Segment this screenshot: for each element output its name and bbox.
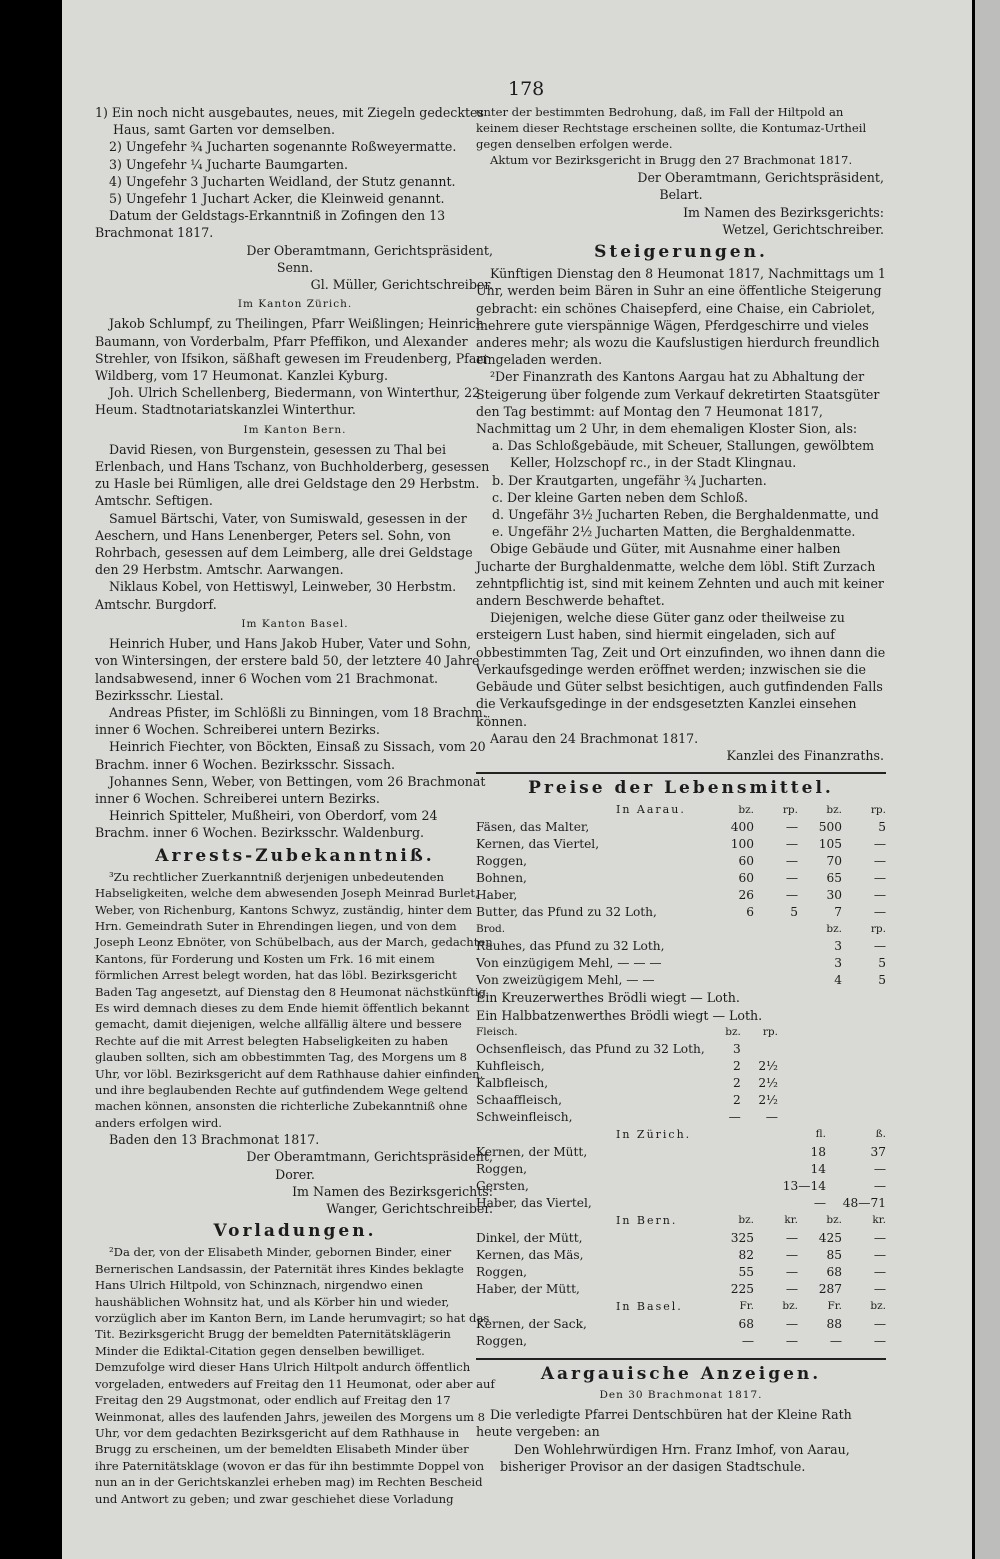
lettered-item: c. Der kleine Garten neben dem Schloß. — [492, 489, 749, 505]
price-table-brod — [476, 921, 886, 989]
column-header: bz. — [826, 1214, 842, 1227]
right-column — [476, 104, 886, 1475]
table-row: Bohnen, 60 — 65 — — [476, 871, 886, 886]
column-header: bz. — [738, 1214, 754, 1227]
signature-line: Der Oberamtmann, Gerichtspräsident, — [246, 242, 493, 258]
table-row: Ochsenfleisch, das Pfund zu 32 Loth, 3 — [476, 1041, 741, 1056]
column-header: rp. — [782, 803, 798, 816]
table-row: Kernen, der Sack, 68 — 88 — — [476, 1316, 886, 1331]
table-row: Rauhes, das Pfund zu 32 Loth, 3 — — [476, 939, 886, 954]
section-rule — [476, 772, 886, 774]
column-header: rp. — [870, 923, 886, 936]
lettered-item: b. Der Krautgarten, ungefähr ¾ Jucharten. — [492, 472, 767, 488]
table-row: Kernen, das Mäs, 82 — 85 — — [476, 1247, 886, 1262]
column-header: bz. — [782, 1300, 798, 1313]
section-heading-vorladungen: Vorladungen. — [213, 1221, 377, 1242]
notice-entry: Samuel Bärtschi, Vater, von Sumiswald, gesessen in der Aeschern, und Hans Lenenberger, Peters sel. Sohn, von Rohrbach, gesessen auf dem Leimberg, alle drei Geldstage den 29 Herbstm. Amtschr. Aarwangen. — [95, 510, 473, 578]
steigerung-text: ²Der Finanzrath des Kantons Aargau hat zu Abhaltung der Steigerung über folgende zum Verkauf dekretirten Staatsgüter den Tag bestimmt: auf Montag den 7 Heumonat 1817, Nachmittag um 2 Uhr, in dem ehemaligen Kloster Sion, als: — [476, 369, 880, 437]
signature-line: Belart. — [659, 187, 703, 203]
left-column — [95, 104, 495, 1507]
steigerung-text: Diejenigen, welche diese Güter ganz oder theilweise zu ersteigern Lust haben, sind hiermit eingeladen, sich auf obbestimmten Tag, Zeit und Ort einzufinden, wo ihnen dann die Verkaufsgedinge werden eröffnet werden; inzwischen sie die Gebäude und Güter selbst besichtigen, auch gutfindenden Falls die Verkaufsgedinge in der endsgesetzten Kanzlei einsehen können. — [476, 610, 886, 729]
column-header: bz. — [725, 1025, 741, 1038]
notice-entry: Jakob Schlumpf, zu Theilingen, Pfarr Weißlingen; Heinrich Baumann, von Vorderbalm, Pfarr Pfeffikon, und Alexander Strehler, von Ifsikon, säßhaft gewesen im Freudenberg, Pfarr Wildberg, vom 17 Heumonat. Kanzlei Kyburg. — [95, 316, 489, 384]
signature-line: Der Oberamtmann, Gerichtspräsident, — [246, 1149, 493, 1165]
price-table-fleisch — [476, 1024, 886, 1126]
brod-weight-line: Ein Halbbatzenwerthes Brödli wiegt — Loth. — [476, 1007, 763, 1023]
signature-line: Wanger, Gerichtschreiber. — [326, 1201, 493, 1217]
notice-entry: Heinrich Huber, und Hans Jakob Huber, Vater und Sohn, von Wintersingen, der erstere bald 50, der letztere 40 Jahre landsabwesend, inner 6 Wochen vom 21 Brachmonat. Bezirksschr. Liestal. — [95, 636, 480, 703]
vorladung-date: Aktum vor Bezirksgericht in Brugg den 27 Brachmonat 1817. — [490, 153, 853, 167]
table-row: Roggen, 14 — — [476, 1161, 886, 1176]
table-row: Roggen, 60 — 70 — — [476, 854, 886, 869]
table-row: Butter, das Pfund zu 32 Loth, 6 5 7 — — [476, 905, 886, 920]
table-row: Gersten, 13—14 — — [476, 1178, 886, 1193]
column-header: kr. — [784, 1214, 798, 1227]
lettered-item: d. Ungefähr 3½ Jucharten Reben, die Berghaldenmatte, und — [492, 507, 879, 523]
column-header: Fr. — [827, 1300, 842, 1313]
table-row: Dinkel, der Mütt, 325 — 425 — — [476, 1230, 886, 1245]
section-heading-preise: Preise der Lebensmittel. — [528, 778, 834, 799]
notice-entry: Heinrich Fiechter, von Böckten, Einsaß zu Sissach, vom 20 Brachm. inner 6 Wochen. Bezirksschr. Sissach. — [95, 739, 486, 772]
column-header: rp. — [762, 1025, 778, 1038]
canton-heading: Im Kanton Basel. — [241, 617, 349, 630]
column-header: bz. — [826, 803, 842, 816]
list-item: 4) Ungefehr 3 Jucharten Weidland, der Stutz genannt. — [109, 173, 456, 189]
table-row: Roggen, — — — — — [476, 1333, 886, 1348]
table-heading: Brod. — [476, 923, 506, 936]
price-table-aarau — [476, 801, 886, 921]
table-row: Haber, der Mütt, 225 — 287 — — [476, 1281, 886, 1296]
list-item: 3) Ungefehr ¼ Jucharte Baumgarten. — [109, 156, 349, 172]
signature-line: Gl. Müller, Gerichtschreiber. — [310, 277, 493, 293]
table-row: Haber, 26 — 30 — — [476, 888, 886, 903]
anzeigen-date: Den 30 Brachmonat 1817. — [599, 1388, 763, 1401]
table-row: Schaaffleisch, 2 2½ — [476, 1092, 778, 1107]
section-heading-arrest: Arrests-Zubekanntniß. — [155, 845, 435, 866]
table-row: Roggen, 55 — 68 — — [476, 1264, 886, 1279]
section-heading-anzeigen: Aargauische Anzeigen. — [540, 1363, 822, 1384]
signature-line: Senn. — [276, 259, 314, 275]
table-row: Von einzügigem Mehl, — — — 3 5 — [476, 956, 886, 971]
arrest-text: ³Zu rechtlicher Zuerkanntniß derjenigen unbedeutenden Habseligkeiten, welche dem abwesenden Joseph Meinrad Burlet, Weber, von Richenburg, Kantons Schwyz, zuständig, hinter dem Hrn. Gemeindrath Suter in Ehrendingen liegen, und von dem Joseph Leonz Ebnöter, von Schübelbach, aus der March, gedachten Kantons, für Forderung und Kosten um Frk. 16 mit einem förmlichen Arrest belegt worden, hat das löbl. Bezirksgericht Baden Tag angesetzt, auf Dienstag den 8 Heumonat nächstkünftig. Es wird demnach dieses zu dem Ende hiemit öffentlich bekannt gemacht, damit diejenigen, welche allfällig ältere und bessere Rechte auf die mit Arrest belegten Habseligkeiten zu haben glauben sollten, sich am obbestimmten Tag, des Morgens um 8 Uhr, vor löbl. Bezirksgericht auf dem Rathhause dahier einfinden, und ihre beglaubenden Rechte auf gutfindendem Wege geltend machen können, ansonsten die richterliche Zubekanntniß ohne anders erfolgen wird. — [95, 869, 493, 1130]
table-row: Kuhfleisch, 2 2½ — [476, 1058, 778, 1073]
vorladung-continuation: unter der bestimmten Bedrohung, daß, im Fall der Hiltpold an keinem dieser Rechtstage erscheinen sollte, die Kontumaz-Urtheil gegen denselben erfolgen werde. — [476, 105, 867, 151]
column-header: fl. — [815, 1128, 826, 1141]
notice-entry: Johannes Senn, Weber, von Bettingen, vom 26 Brachmonat inner 6 Wochen. Schreiberei untern Bezirks. — [95, 773, 486, 806]
column-header: bz. — [870, 1300, 886, 1313]
lettered-item: a. Das Schloßgebäude, mit Scheuer, Stallungen, gewölbtem Keller, Holzschopf rc., in der Stadt Klingnau. — [492, 438, 875, 471]
table-row: Von zweizügigem Mehl, — — 4 5 — [476, 973, 886, 988]
table-row: Haber, das Viertel, — 48—71 — [476, 1195, 886, 1210]
notice-entry: Joh. Ulrich Schellenberg, Biedermann, von Winterthur, 22 Heum. Stadtnotariatskanzlei Winterthur. — [95, 385, 481, 418]
signature-line: Wetzel, Gerichtschreiber. — [722, 221, 884, 237]
column-header: kr. — [872, 1214, 886, 1227]
notice-entry: Niklaus Kobel, von Hettiswyl, Leinweber, 30 Herbstm. Amtschr. Burgdorf. — [95, 579, 457, 612]
column-header: ß. — [875, 1128, 886, 1141]
anzeigen-text: Die verledigte Pfarrei Dentschbüren hat der Kleine Rath heute vergeben: an — [476, 1407, 852, 1440]
list-item: 2) Ungefehr ¾ Jucharten sogenannte Roßweyermatte. — [109, 139, 457, 155]
canton-heading: Im Kanton Bern. — [243, 423, 347, 436]
price-table-basel — [476, 1298, 886, 1350]
list-item: 5) Ungefehr 1 Juchart Acker, die Kleinweid genannt. — [109, 191, 445, 207]
notice-entry: Andreas Pfister, im Schlößli zu Binningen, vom 18 Brachm. inner 6 Wochen. Schreiberei untern Bezirks. — [95, 704, 487, 738]
table-row: Fäsen, das Malter, 400 — 500 5 — [476, 820, 886, 835]
arrest-date: Baden den 13 Brachmonat 1817. — [109, 1132, 320, 1148]
column-header: rp. — [870, 803, 886, 816]
steigerung-text: Künftigen Dienstag den 8 Heumonat 1817, Nachmittags um 1 Uhr, werden beim Bären in Suhr an eine öffentliche Steigerung gebracht: ein schönes Chaisepferd, eine Chaise, ein Cabriolet, mehrere gute vierspännige Wägen, Pferdgeschirre und vieles anderes mehr; als wozu die Kaufslustigen hierdurch freundlich eingeladen werden. — [476, 266, 886, 368]
section-rule — [476, 1358, 886, 1360]
table-row: Schweinfleisch, — — — [476, 1109, 778, 1124]
steigerung-date: Aarau den 24 Brachmonat 1817. — [490, 730, 699, 746]
signature-line: Im Namen des Bezirksgerichts: — [292, 1183, 493, 1199]
signature-line: Im Namen des Bezirksgerichts: — [683, 204, 884, 220]
table-heading: Fleisch. — [476, 1025, 518, 1038]
notice-entry: Heinrich Spitteler, Mußheiri, von Oberdorf, vom 24 Brachm. inner 6 Wochen. Bezirksschr. Waldenburg. — [95, 808, 438, 841]
table-heading: In Aarau. — [616, 803, 686, 817]
adjacent-page-edge — [975, 0, 1000, 1559]
signature-line: Dorer. — [275, 1166, 315, 1182]
page-number: 178 — [508, 78, 545, 100]
notice-entry: David Riesen, von Burgenstein, gesessen zu Thal bei Erlenbach, und Hans Tschanz, von Buchholderberg, gesessen zu Hasle bei Rümligen, alle drei Geldstage den 29 Herbstm. Amtschr. Seftigen. — [95, 441, 490, 509]
signature-line: Der Oberamtmann, Gerichtspräsident, — [637, 170, 884, 186]
column-header: Fr. — [739, 1300, 754, 1313]
vorladung-text: ²Da der, von der Elisabeth Minder, gebornen Binder, einer Bernerischen Landsassin, der Paternität ihres Kindes beklagte Hans Ulrich Hiltpold, von Schinznach, nirgendwo einen haushäblichen Wohnsitz hat, und als Körber hin und wieder, vorzüglich aber im Kanton Bern, im Lande herumvagirt; so hat das Tit. Bezirksgericht Brugg der bemeldten Paternitätsklägerin Minder die Ediktal-Citation gegen denselben bewilliget. Demzufolge wird dieser Hans Ulrich Hiltpolt andurch öffentlich vorgeladen, entweders auf Freitag den 11 Heumonat, oder aber auf Freitag den 29 Augstmonat, oder endlich auf Freitag den 17 Weinmonat, alles des laufenden Jahrs, jeweilen des Morgens um 8 Uhr, vor dem gedachten Bezirksgericht auf dem Rathhause in Brugg zu erscheinen, um der bemeldten Elisabeth Minder über ihre Paternitätsklage (wovon er das für ihn bestimmte Doppel von nun an in der Gerichtskanzlei erheben mag) im Rechten Bescheid und Antwort zu geben; und zwar geschiehet diese Vorladung — [95, 1245, 495, 1506]
anzeigen-text: Den Wohlehrwürdigen Hrn. Franz Imhof, von Aarau, bisheriger Provisor an der dasigen Stadtschule. — [500, 1441, 850, 1474]
lettered-item: e. Ungefähr 2½ Jucharten Matten, die Berghaldenmatte. — [492, 524, 856, 540]
column-header: bz. — [738, 803, 754, 816]
price-table-bern — [476, 1212, 886, 1298]
table-row: Kernen, der Mütt, 18 37 — [476, 1144, 886, 1159]
table-row: Kernen, das Viertel, 100 — 105 — — [476, 837, 886, 852]
steigerung-text: Obige Gebäude und Güter, mit Ausnahme einer halben Jucharte der Burghaldenmatte, welche dem löbl. Stift Zurzach zehntpflichtig ist, sind mit keinem Zehnten und auch mit keiner andern Beschwerde behaftet. — [476, 541, 884, 609]
table-heading: In Bern. — [616, 1213, 678, 1227]
brod-weight-line: Ein Kreuzerwerthes Brödli wiegt — Loth. — [476, 990, 740, 1006]
column-header: bz. — [826, 923, 842, 936]
canton-heading: Im Kanton Zürich. — [237, 298, 353, 311]
price-table-zuerich — [476, 1126, 886, 1212]
geldstag-date: Datum der Geldstags-Erkanntniß in Zofingen den 13 Brachmonat 1817. — [95, 208, 446, 241]
list-item: 1) Ein noch nicht ausgebautes, neues, mit Ziegeln gedecktes Haus, samt Garten vor demselben. — [95, 105, 484, 138]
table-row: Kalbfleisch, 2 2½ — [476, 1075, 778, 1090]
table-heading: In Basel. — [616, 1299, 683, 1313]
signature-line: Kanzlei des Finanzraths. — [726, 747, 884, 763]
table-heading: In Zürich. — [616, 1127, 692, 1141]
section-heading-steigerungen: Steigerungen. — [594, 242, 768, 263]
